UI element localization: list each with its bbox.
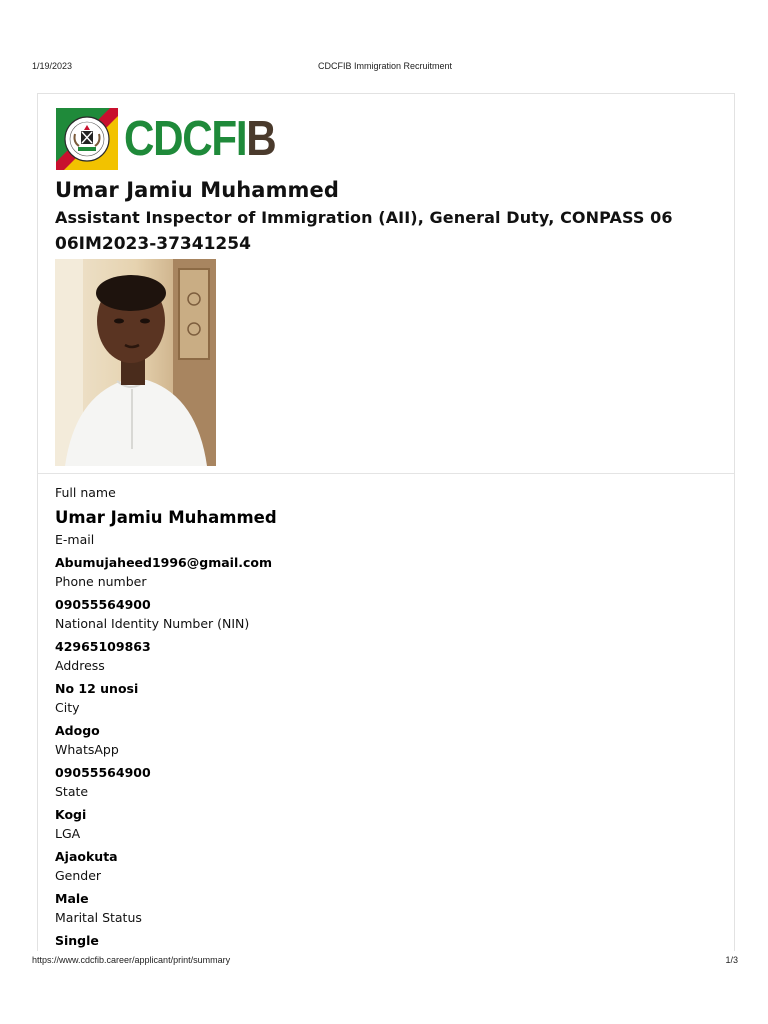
field-value-whatsapp: 09055564900 <box>55 765 151 780</box>
field-value-state: Kogi <box>55 807 87 822</box>
field-label-address: Address <box>55 658 105 673</box>
print-header <box>32 61 738 73</box>
field-label-nin: National Identity Number (NIN) <box>55 616 250 631</box>
field-value-address: No 12 unosi <box>55 681 139 696</box>
applicant-details-list <box>55 484 724 951</box>
page-number: 1/3 <box>725 955 738 965</box>
cdcfib-wordmark: CDCFIB <box>124 112 276 166</box>
field-label-full-name: Full name <box>55 485 116 500</box>
field-label-phone: Phone number <box>55 574 147 589</box>
application-id: 06IM2023-37341254 <box>55 234 251 254</box>
applicant-name-heading: Umar Jamiu Muhammed <box>55 178 340 202</box>
field-label-city: City <box>55 700 80 715</box>
field-label-email: E-mail <box>55 532 95 547</box>
applied-position: Assistant Inspector of Immigration (AII), General Duty, CONPASS 06 <box>55 208 673 227</box>
field-value-lga: Ajaokuta <box>55 849 118 864</box>
field-value-marital-status: Single <box>55 933 99 948</box>
field-value-nin: 42965109863 <box>55 639 151 654</box>
field-value-phone: 09055564900 <box>55 597 151 612</box>
print-date: 1/19/2023 <box>32 61 73 71</box>
applicant-portrait-image <box>55 259 216 466</box>
field-value-city: Adogo <box>55 723 100 738</box>
field-value-email: Abumujaheed1996@gmail.com <box>55 555 273 570</box>
cdcfib-logo <box>56 108 296 170</box>
section-divider <box>38 473 734 474</box>
coat-of-arms-emblem-icon <box>56 108 118 170</box>
applicant-photo <box>55 259 216 466</box>
field-label-lga: LGA <box>55 826 81 841</box>
field-label-marital-status: Marital Status <box>55 910 142 925</box>
applicant-summary-card <box>37 93 735 951</box>
print-footer <box>32 955 738 967</box>
field-value-gender: Male <box>55 891 89 906</box>
field-label-gender: Gender <box>55 868 102 883</box>
print-document-title: CDCFIB Immigration Recruitment <box>317 61 453 71</box>
print-url: https://www.cdcfib.career/applicant/print/summary <box>32 955 231 965</box>
field-label-state: State <box>55 784 89 799</box>
field-label-whatsapp: WhatsApp <box>55 742 119 757</box>
field-value-full-name: Umar Jamiu Muhammed <box>55 508 277 527</box>
